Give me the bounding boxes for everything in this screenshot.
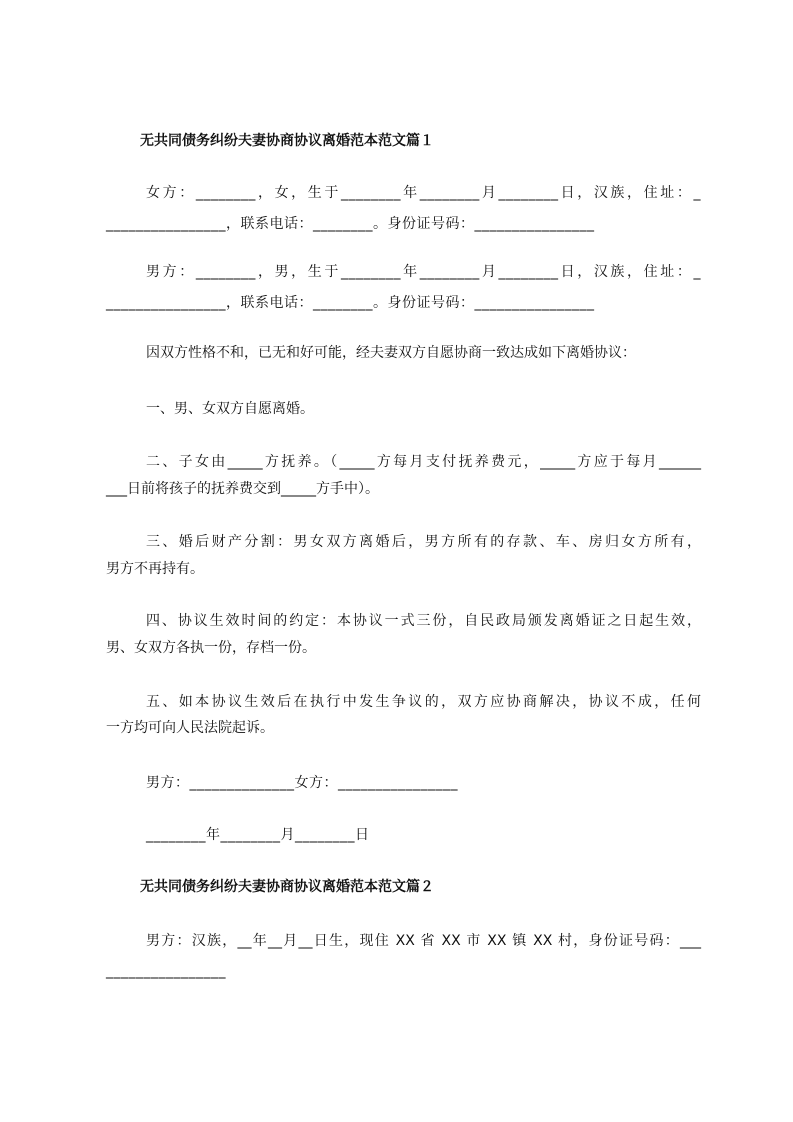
male-info-line-1: 男方：________，男，生于________年________月________日，汉族，住址：_ — [146, 264, 701, 280]
clause-3-line-1: 三、婚后财产分割：男女双方离婚后，男方所有的存款、车、房归女方所有， — [146, 534, 701, 550]
clause-1-text: 一、男、女双方自愿离婚。 — [146, 401, 314, 417]
male-info-2-line-1: 男方：汉族，__年__月__日生，现住 XX 省 XX 市 XX 镇 XX 村，身份证号码：___ — [146, 933, 701, 949]
male-info-line-2: ________________，联系电话：________。身份证号码：________________ — [106, 295, 595, 311]
female-info-line-1: 女方：________，女，生于________年________月________日，汉族，住址：_ — [146, 185, 701, 201]
clause-2-line-2: ___日前将孩子的抚养费交到_____方手中）。 — [106, 481, 379, 497]
section-title-1: 无共同债务纠纷夫妻协商协议离婚范本范文篇１ — [140, 133, 434, 149]
clause-2-line-1: 二、子女由_____方抚养。（_____方每月支付抚养费元，_____方应于每月______ — [146, 454, 701, 470]
female-info-line-2: ________________，联系电话：________。身份证号码：________________ — [106, 216, 595, 232]
male-info-2-line-2: ________________ — [106, 963, 226, 979]
clause-5-line-2: 一方均可向人民法院起诉。 — [106, 720, 274, 736]
section-title-2: 无共同债务纠纷夫妻协商协议离婚范本范文篇２ — [140, 879, 434, 895]
signature-line: 男方：______________女方：________________ — [146, 775, 458, 791]
clause-4-line-2: 男、女双方各执一份，存档一份。 — [106, 640, 316, 656]
date-line: ________年________月________日 — [146, 827, 370, 843]
clause-3-line-2: 男方不再持有。 — [106, 561, 204, 577]
clause-5-line-1: 五、如本协议生效后在执行中发生争议的，双方应协商解决，协议不成，任何 — [146, 694, 701, 710]
intro-text: 因双方性格不和，已无和好可能，经夫妻双方自愿协商一致达成如下离婚协议： — [146, 345, 636, 361]
clause-4-line-1: 四、协议生效时间的约定：本协议一式三份，自民政局颁发离婚证之日起生效， — [146, 613, 701, 629]
